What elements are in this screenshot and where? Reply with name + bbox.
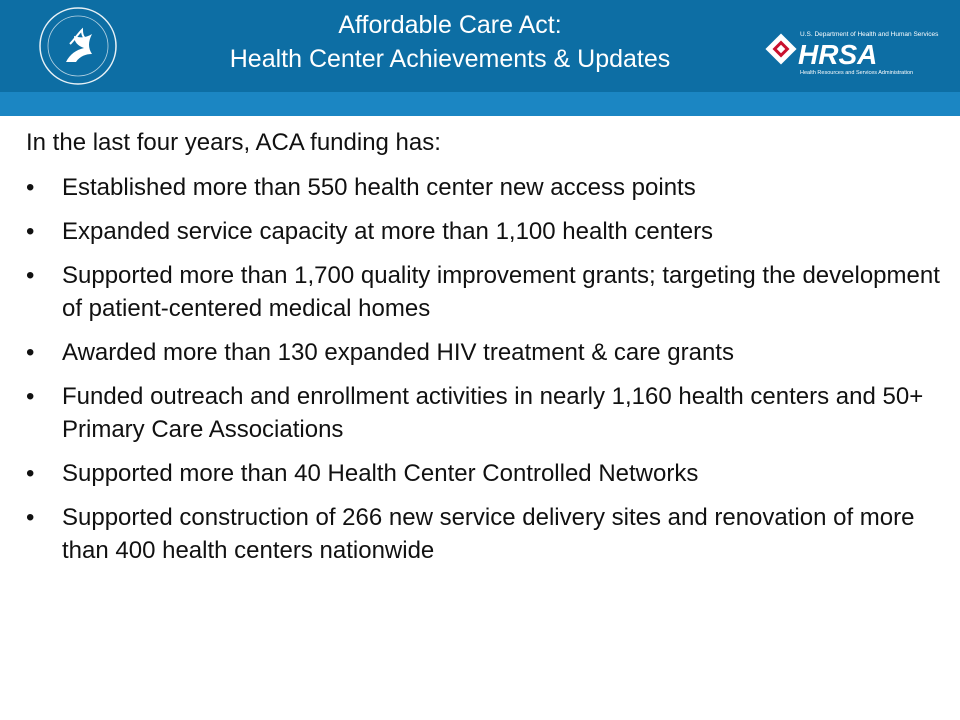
bullet-text: Supported construction of 266 new service delivery sites and renovation of more than 400 health centers nationwide [62,504,915,564]
title-line-1: Affordable Care Act: [338,11,562,39]
lead-text: In the last four years, ACA funding has: [26,129,441,156]
slide-body [26,126,941,567]
bullet-item [26,171,941,204]
bullet-icon: • [26,339,35,366]
bullet-icon: • [26,262,35,289]
bullet-icon: • [26,218,35,245]
bullet-item [26,380,941,446]
bullet-item [26,457,941,490]
bullet-icon: • [26,504,35,531]
bullet-item [26,259,941,325]
hhs-seal-icon [36,4,120,88]
bullet-text: Supported more than 1,700 quality improvement grants; targeting the development of patient-centered medical homes [62,262,940,322]
title-line-2: Health Center Achievements & Updates [229,45,671,73]
bullet-item [26,336,941,369]
hrsa-agency-text: Health Resources and Services Administration [800,70,914,76]
bullet-icon: • [26,460,35,487]
bullet-text: Awarded more than 130 expanded HIV treatment & care grants [62,339,734,366]
bullet-text: Supported more than 40 Health Center Controlled Networks [62,460,699,487]
hrsa-wordmark: HRSA [798,39,878,70]
bullet-icon: • [26,383,35,410]
bullet-text: Expanded service capacity at more than 1,100 health centers [62,218,714,245]
hrsa-department-text: U.S. Department of Health and Human Services [800,31,939,38]
bullet-list [26,171,941,567]
header-bar [0,0,960,92]
bullet-text: Funded outreach and enrollment activities in nearly 1,160 health centers and 50+ Primary Care Associations [62,383,924,443]
bullet-icon: • [26,174,35,201]
bullet-item [26,501,941,567]
header-accent-strip [0,92,960,116]
bullet-item [26,215,941,248]
bullet-text: Established more than 550 health center new access points [62,174,696,201]
hrsa-emblem-icon [765,33,796,64]
hrsa-logo [764,24,939,80]
slide-title [140,8,760,76]
